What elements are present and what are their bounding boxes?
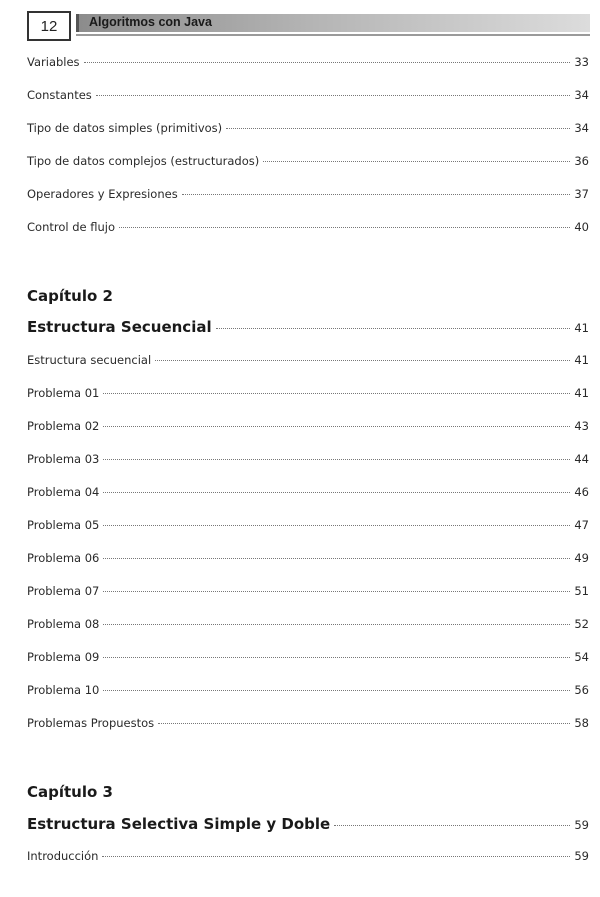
toc-entry-page: 47: [574, 518, 589, 532]
toc-entry-page: 34: [574, 88, 589, 102]
dot-leader: [155, 360, 570, 361]
toc-entry-label: Problema 04: [27, 485, 100, 499]
toc-entry-label: Introducción: [27, 849, 99, 863]
toc-entry-label: Control de flujo: [27, 220, 116, 234]
toc-entry[interactable]: [27, 518, 589, 532]
toc-entry-page: 59: [574, 818, 589, 832]
dot-leader: [102, 856, 570, 857]
toc-entry[interactable]: [27, 419, 589, 433]
toc-entry-label: Constantes: [27, 88, 92, 102]
toc-entry-page: 41: [574, 353, 589, 367]
dot-leader: [158, 723, 570, 724]
toc-entry-label: Problema 02: [27, 419, 100, 433]
toc-entry-page: 41: [574, 386, 589, 400]
dot-leader: [103, 426, 570, 427]
dot-leader: [226, 128, 570, 129]
toc-entry-label: Problema 05: [27, 518, 100, 532]
dot-leader: [119, 227, 570, 228]
dot-leader: [103, 624, 570, 625]
toc-entry-page: 44: [574, 452, 589, 466]
page-number: 12: [27, 11, 71, 41]
chapter-title: Estructura Secuencial: [27, 318, 212, 336]
toc-entry-label: Tipo de datos complejos (estructurados): [27, 154, 260, 168]
toc-entry-page: 41: [574, 321, 589, 335]
dot-leader: [103, 525, 570, 526]
toc-entry-label: Estructura secuencial: [27, 353, 152, 367]
dot-leader: [103, 690, 570, 691]
toc-entry[interactable]: [27, 154, 589, 168]
toc-entry-label: Variables: [27, 55, 80, 69]
toc-entry-page: 54: [574, 650, 589, 664]
dot-leader: [103, 459, 570, 460]
toc-entry-page: 33: [574, 55, 589, 69]
toc-entry[interactable]: [27, 849, 589, 863]
toc-entry-page: 49: [574, 551, 589, 565]
dot-leader: [216, 328, 571, 329]
dot-leader: [334, 825, 570, 826]
dot-leader: [103, 492, 570, 493]
toc-entry-label: Problema 08: [27, 617, 100, 631]
toc-entry-page: 59: [574, 849, 589, 863]
chapter-heading: Capítulo 2: [27, 287, 113, 305]
toc-entry[interactable]: [27, 716, 589, 730]
toc-entry-label: Problemas Propuestos: [27, 716, 155, 730]
toc-entry[interactable]: [27, 220, 589, 234]
toc-entry[interactable]: [27, 683, 589, 697]
toc-entry[interactable]: [27, 353, 589, 367]
toc-entry-page: 51: [574, 584, 589, 598]
toc-entry-label: Problema 10: [27, 683, 100, 697]
toc-entry[interactable]: [27, 452, 589, 466]
chapter-title-entry[interactable]: [27, 815, 589, 833]
toc-entry-label: Problema 03: [27, 452, 100, 466]
toc-entry[interactable]: [27, 551, 589, 565]
toc-entry-page: 36: [574, 154, 589, 168]
dot-leader: [263, 161, 570, 162]
dot-leader: [182, 194, 571, 195]
toc-entry[interactable]: [27, 650, 589, 664]
toc-entry-page: 46: [574, 485, 589, 499]
toc-entry-page: 34: [574, 121, 589, 135]
toc-entry-label: Problema 09: [27, 650, 100, 664]
dot-leader: [103, 558, 570, 559]
toc-entry[interactable]: [27, 584, 589, 598]
toc-entry-page: 58: [574, 716, 589, 730]
toc-entry-label: Tipo de datos simples (primitivos): [27, 121, 223, 135]
book-title: Algoritmos con Java: [89, 15, 212, 29]
page-header: [27, 11, 590, 41]
toc-entry[interactable]: [27, 485, 589, 499]
toc-entry[interactable]: [27, 88, 589, 102]
dot-leader: [84, 62, 571, 63]
toc-entry-page: 40: [574, 220, 589, 234]
toc-entry[interactable]: [27, 187, 589, 201]
chapter-title: Estructura Selectiva Simple y Doble: [27, 815, 331, 833]
dot-leader: [96, 95, 571, 96]
toc-entry-page: 52: [574, 617, 589, 631]
dot-leader: [103, 393, 570, 394]
toc-entry[interactable]: [27, 121, 589, 135]
chapter-heading: Capítulo 3: [27, 783, 113, 801]
toc-entry[interactable]: [27, 386, 589, 400]
header-rule: [76, 34, 590, 36]
dot-leader: [103, 657, 570, 658]
dot-leader: [103, 591, 570, 592]
toc-entry-page: 37: [574, 187, 589, 201]
toc-entry-label: Problema 07: [27, 584, 100, 598]
toc-entry-label: Problema 01: [27, 386, 100, 400]
toc-entry-label: Operadores y Expresiones: [27, 187, 178, 201]
toc-entry-page: 56: [574, 683, 589, 697]
toc-entry[interactable]: [27, 55, 589, 69]
toc-entry-label: Problema 06: [27, 551, 100, 565]
toc-entry[interactable]: [27, 617, 589, 631]
chapter-title-entry[interactable]: [27, 318, 589, 336]
toc-entry-page: 43: [574, 419, 589, 433]
